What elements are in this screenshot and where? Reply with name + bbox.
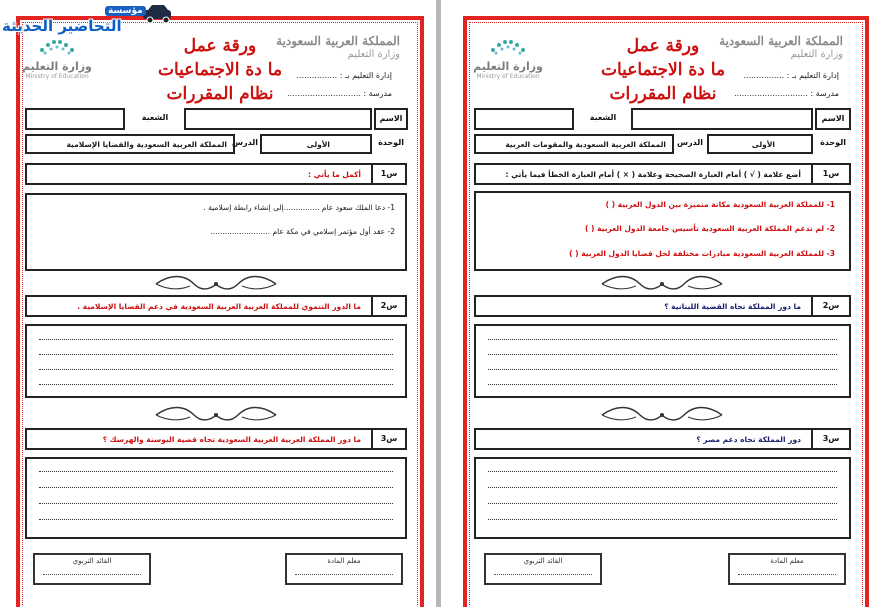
unit-value: الأولى (751, 140, 775, 149)
worksheet-page-right (441, 0, 879, 607)
signature-box-teacher[interactable] (728, 553, 846, 585)
ornament-divider-icon (596, 274, 728, 294)
q3-header (474, 428, 851, 450)
school-label: مدرسة : ............................. (734, 89, 839, 98)
q3-answer-area[interactable] (474, 457, 851, 539)
name-label-box (374, 108, 408, 130)
unit-label: الوحدة (820, 138, 846, 147)
q1-item: 1- دعا الملك سعود عام ...............إلى إنشاء رابطة إسلامية . (203, 203, 395, 212)
signature-label: معلم المادة (770, 557, 804, 565)
section-field[interactable] (474, 108, 574, 130)
name-field[interactable] (184, 108, 372, 130)
moe-dots-icon (32, 36, 82, 56)
q2-answer-area[interactable] (25, 324, 407, 398)
ornament-divider-icon (596, 405, 728, 425)
unit-value-box (260, 134, 372, 154)
q2-answer-area[interactable] (474, 324, 851, 398)
signature-label: القائد التربوي (72, 557, 112, 565)
signature-label: معلم المادة (327, 557, 361, 565)
q1-number: س1 (371, 165, 405, 183)
page-title: ورقة عمل ما دة الاجتماعيات نظام المقررات (157, 36, 283, 104)
q1-number: س1 (811, 165, 849, 183)
q1-header (474, 163, 851, 185)
q3-text: دور المملكة تجاه دعم مصر ؟ (696, 435, 801, 444)
q1-item: 2- لم تدعم المملكة العربية السعودية تأسيس جامعة الدول العربية ( ) (585, 224, 835, 233)
kingdom-header: المملكة العربية السعودية وزارة التعليم (276, 34, 400, 60)
unit-value-box (707, 134, 813, 154)
lesson-label: الدرس (231, 138, 258, 147)
q1-item: 2- عقد أول مؤتمر إسلامي في مكة عام ......................... (210, 227, 395, 236)
q3-answer-area[interactable] (25, 457, 407, 539)
moe-logo: وزارة التعليم Ministry of Education (473, 36, 543, 80)
name-label: الاسم (821, 114, 845, 123)
kingdom-header: المملكة العربية السعودية وزارة التعليم (719, 34, 843, 60)
q3-number: س3 (371, 430, 405, 448)
signature-box-leader[interactable] (484, 553, 602, 585)
worksheet-page-left (0, 0, 436, 607)
publisher-watermark (0, 0, 178, 36)
moe-dots-icon (483, 36, 533, 56)
q1-item: 1- للمملكة العربية السعودية مكانة متميزة بين الدول العربية ( ) (605, 200, 835, 209)
lesson-value: المملكة العربية السعودية والقضايا الإسلامية (66, 140, 227, 149)
q2-number: س2 (811, 297, 849, 315)
watermark-top-text: مؤسسة (105, 6, 146, 16)
q2-number: س2 (371, 297, 405, 315)
q1-body (474, 191, 851, 271)
unit-value: الأولى (306, 140, 330, 149)
section-label: الشعبة (141, 113, 169, 122)
moe-logo: وزارة التعليم Ministry of Education (22, 36, 92, 80)
q2-header (474, 295, 851, 317)
lesson-value: المملكة العربية السعودية والمقومات العربية (505, 140, 666, 149)
unit-label: الوحدة (378, 138, 404, 147)
q3-text: ما دور المملكة العربية العربية السعودية تجاه قضية البوسنة والهرسك ؟ (102, 435, 361, 444)
lesson-value-box (474, 134, 674, 154)
q2-text: ما الدور التنموي للمملكة العربية العربية السعودية في دعم القضايا الإسلامية . (77, 302, 361, 311)
lesson-value-box (25, 134, 235, 154)
q2-header (25, 295, 407, 317)
signature-box-leader[interactable] (33, 553, 151, 585)
q3-number: س3 (811, 430, 849, 448)
q1-item: 3- للمملكة العربية السعودية مبادرات مختلفة لحل قضايا الدول العربية ( ) (569, 249, 835, 258)
page-title: ورقة عمل ما دة الاجتماعيات نظام المقررات (600, 36, 726, 104)
signature-box-teacher[interactable] (285, 553, 403, 585)
signature-label: القائد التربوي (523, 557, 563, 565)
name-label-box (815, 108, 851, 130)
watermark-bottom-text: التحاضير الحديثة (2, 17, 122, 35)
q1-header (25, 163, 407, 185)
q1-title: أضع علامة ( √ ) أمام العبارة الصحيحة وعلامة ( × ) أمام العبارة الخطأ فيما يأتي : (505, 170, 801, 179)
q2-text: ما دور المملكة تجاه القضية اللبنانية ؟ (664, 302, 801, 311)
q3-header (25, 428, 407, 450)
school-label: مدرسة : ............................. (287, 89, 392, 98)
q1-body (25, 193, 407, 271)
q1-title: أكمل ما يأتي : (308, 170, 361, 179)
admin-label: إدارة التعليم بـ : ................ (296, 71, 392, 80)
name-label: الاسم (379, 114, 403, 123)
name-field[interactable] (631, 108, 813, 130)
admin-label: إدارة التعليم بـ : ................ (743, 71, 839, 80)
section-field[interactable] (25, 108, 125, 130)
section-label: الشعبة (589, 113, 617, 122)
ornament-divider-icon (150, 405, 282, 425)
ornament-divider-icon (150, 274, 282, 294)
lesson-label: الدرس (676, 138, 703, 147)
